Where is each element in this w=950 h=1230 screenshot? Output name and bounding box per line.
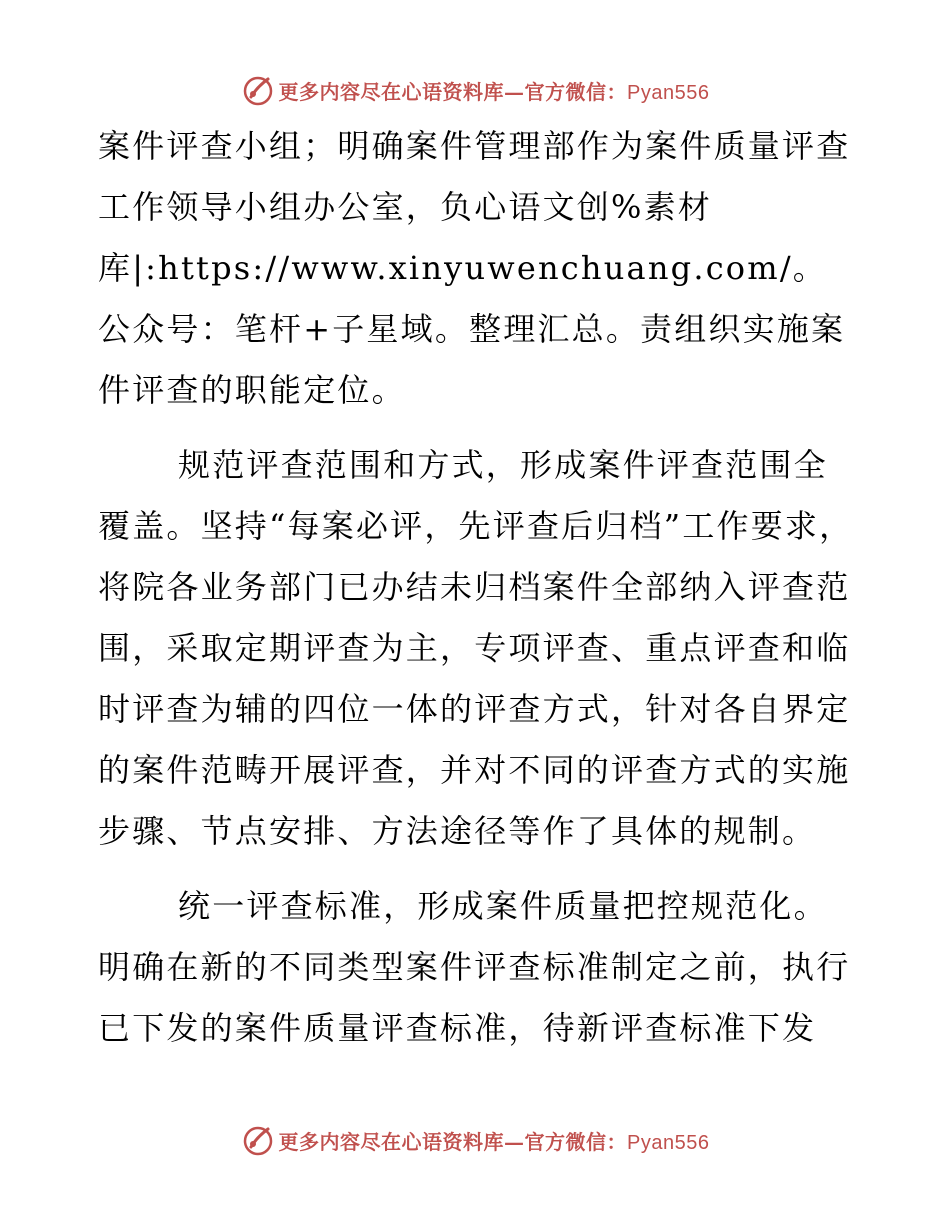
paragraph-1: 案件评查小组；明确案件管理部作为案件质量评查工作领导小组办公室，负心语文创%素材库|:https://www.xinyuwenchuang.com/。公众号：笔杆+子星域。整理汇总。责组织实施案件评查的职能定位。 [98,127,851,409]
footer-banner-label: 更多内容尽在心语资料库—官方微信： [278,1129,628,1154]
brush-circle-logo-icon [241,73,275,107]
footer-banner [0,1120,950,1160]
header-banner-text [279,76,710,105]
document-body [98,116,858,1059]
header-banner-label: 更多内容尽在心语资料库—官方微信： [278,79,628,104]
brush-circle-logo-icon [241,1123,275,1157]
footer-banner-text [279,1126,710,1155]
paragraph-3: 统一评查标准，形成案件质量把控规范化。明确在新的不同类型案件评查标准制定之前，执行已下发的案件质量评查标准，待新评查标准下发 [98,887,851,1047]
paragraph-2: 规范评查范围和方式，形成案件评查范围全覆盖。坚持“每案必评，先评查后归档”工作要求，将院各业务部门已办结未归档案件全部纳入评查范围，采取定期评查为主，专项评查、重点评查和临时评查为辅的四位一体的评查方式，针对各自界定的案件范畴开展评查，并对不同的评查方式的实施步骤、节点安排、方法途径等作了具体的规制。 [98,446,854,850]
footer-banner-handle: Pyan556 [627,1131,710,1154]
header-banner-handle: Pyan556 [627,81,710,104]
header-banner [0,70,950,110]
